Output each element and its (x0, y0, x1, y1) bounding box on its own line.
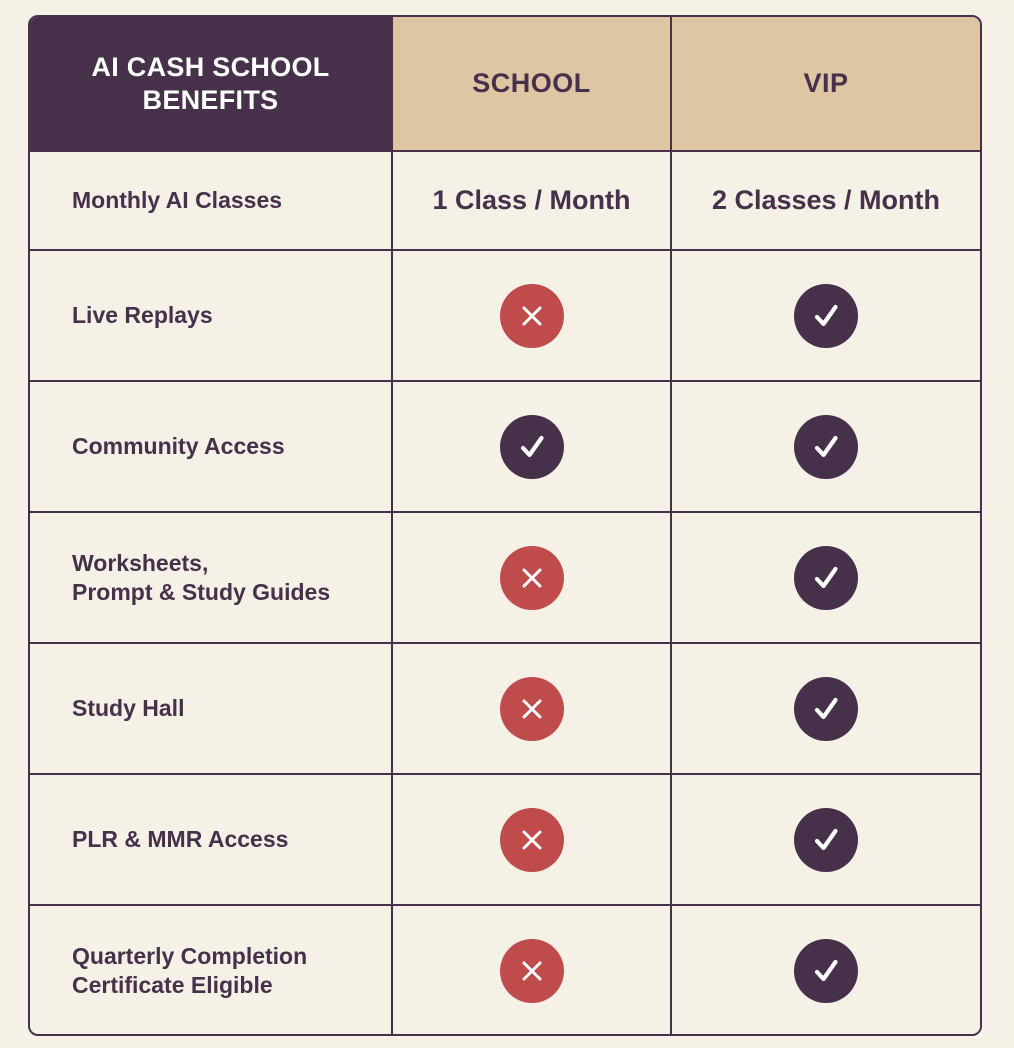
feature-label: Community Access (30, 381, 392, 512)
cross-icon (500, 284, 564, 348)
feature-label: Worksheets, Prompt & Study Guides (30, 512, 392, 643)
vip-value (671, 643, 980, 774)
table-row (30, 643, 980, 774)
benefits-comparison-table (28, 15, 982, 1036)
plan-header-school: SCHOOL (392, 17, 671, 151)
header-row (30, 17, 980, 151)
vip-value (671, 774, 980, 905)
school-value (392, 512, 671, 643)
table-row (30, 905, 980, 1035)
table-row (30, 512, 980, 643)
vip-value: 2 Classes / Month (671, 151, 980, 250)
cross-icon (500, 677, 564, 741)
benefits-header-label: AI CASH SCHOOL BENEFITS (91, 51, 330, 115)
school-value (392, 643, 671, 774)
check-icon (794, 415, 858, 479)
cross-icon (500, 939, 564, 1003)
vip-value (671, 512, 980, 643)
check-icon (794, 546, 858, 610)
school-value (392, 381, 671, 512)
check-icon (794, 939, 858, 1003)
table-row (30, 381, 980, 512)
feature-label: Quarterly Completion Certificate Eligible (30, 905, 392, 1035)
feature-label: Study Hall (30, 643, 392, 774)
feature-label: Live Replays (30, 250, 392, 381)
school-value (392, 774, 671, 905)
comparison-table (30, 17, 980, 1035)
vip-value (671, 381, 980, 512)
plan-header-vip: VIP (671, 17, 980, 151)
check-icon (794, 677, 858, 741)
school-value: 1 Class / Month (392, 151, 671, 250)
table-row (30, 774, 980, 905)
check-icon (794, 284, 858, 348)
feature-label: PLR & MMR Access (30, 774, 392, 905)
table-row (30, 250, 980, 381)
vip-value (671, 905, 980, 1035)
cross-icon (500, 808, 564, 872)
check-icon (794, 808, 858, 872)
vip-value (671, 250, 980, 381)
school-value (392, 905, 671, 1035)
cross-icon (500, 546, 564, 610)
benefits-header (30, 17, 392, 151)
school-value (392, 250, 671, 381)
check-icon (500, 415, 564, 479)
table-row (30, 151, 980, 250)
feature-label: Monthly AI Classes (30, 151, 392, 250)
